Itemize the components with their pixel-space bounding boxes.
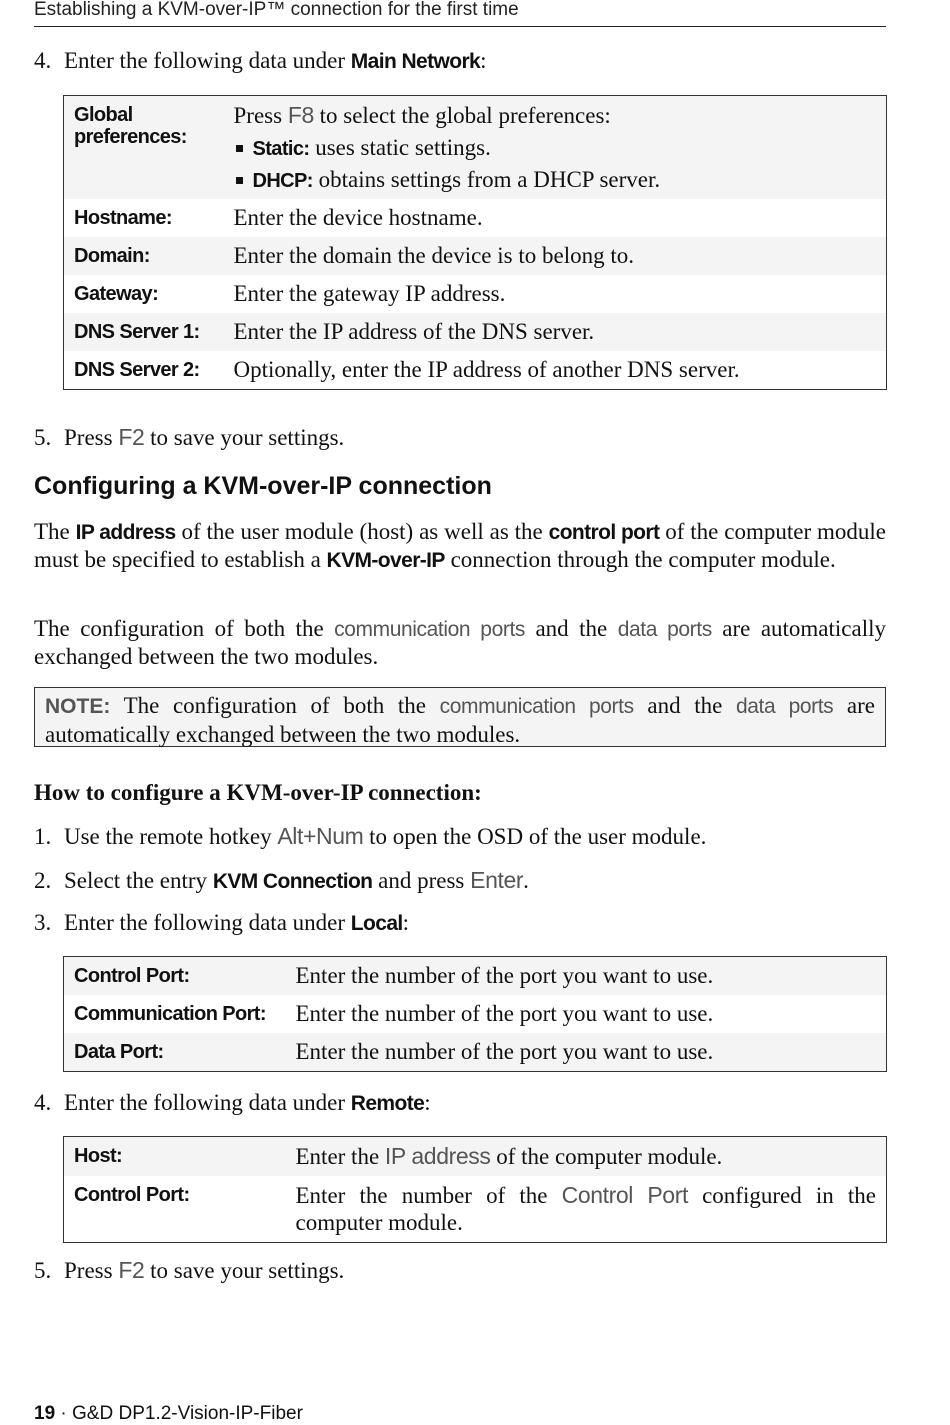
table-row: Control Port: Enter the number of the Control Port configured in the computer module. bbox=[74, 1182, 876, 1235]
step-5-save-remote: 5. Press F2 to save your settings. bbox=[34, 1257, 345, 1283]
bullet-icon bbox=[236, 177, 243, 184]
step-4-remote: 4. Enter the following data under Remote: bbox=[34, 1090, 431, 1115]
list-item: Static: uses static settings. bbox=[234, 135, 877, 161]
f2-key: F2 bbox=[118, 1257, 145, 1283]
header-title: Establishing a KVM-over-IP™ connection for the first time bbox=[34, 0, 519, 20]
remote-table bbox=[63, 1136, 887, 1243]
section-heading: Configuring a KVM-over-IP connection bbox=[34, 472, 492, 500]
f2-key: F2 bbox=[118, 424, 145, 450]
step-2-select-entry: 2. Select the entry KVM Connection and press Enter. bbox=[34, 867, 529, 893]
note-label: NOTE: bbox=[45, 695, 111, 718]
table-row: Domain: Enter the domain the device is to belong to. bbox=[64, 237, 887, 275]
table-row: Control Port: Enter the number of the port you want to use. bbox=[64, 957, 887, 996]
table-row: DNS Server 1: Enter the IP address of the DNS server. bbox=[64, 313, 887, 351]
global-preferences-label: Global preferences: bbox=[64, 96, 224, 200]
main-network-table bbox=[63, 95, 887, 390]
table-row: Hostname: Enter the device hostname. bbox=[74, 205, 483, 230]
table-row: DNS Server 2: Optionally, enter the IP address of another DNS server. bbox=[74, 357, 740, 382]
running-header bbox=[34, 0, 886, 27]
table-row: Global preferences: Press F8 to select the global preferences: Static: uses static settings. DHCP: obtains settings from a DHCP server. bbox=[64, 96, 887, 200]
list-item: DHCP: obtains settings from a DHCP server. bbox=[234, 167, 877, 193]
table-row: Host: Enter the IP address of the computer module. bbox=[64, 1137, 887, 1177]
table-row: Data Port: Enter the number of the port you want to use. bbox=[64, 1033, 887, 1072]
f8-key: F8 bbox=[287, 102, 314, 128]
bullet-icon bbox=[236, 145, 243, 152]
note-box: NOTE: The configuration of both the communication ports and the data ports are automatically exchanged between the two modules. bbox=[34, 687, 886, 747]
table-row: Communication Port: Enter the number of the port you want to use. bbox=[74, 1001, 714, 1026]
local-table bbox=[63, 956, 887, 1072]
howto-heading: How to configure a KVM-over-IP connection: bbox=[34, 780, 482, 805]
ports-paragraph: The configuration of both the communication ports and the data ports are automatically exchanged between the two modules. bbox=[34, 616, 886, 669]
product-name: G&D DP1.2-Vision-IP-Fiber bbox=[72, 1403, 303, 1424]
step-1-hotkey: 1. Use the remote hotkey Alt+Num to open the OSD of the user module. bbox=[34, 823, 707, 849]
alt-num-key: Alt+Num bbox=[277, 823, 364, 849]
step-5-save: 5. Press F2 to save your settings. bbox=[34, 424, 345, 450]
main-network-label: Main Network bbox=[350, 50, 481, 73]
intro-paragraph: The IP address of the user module (host) as well as the control port of the computer module must be specified to establish a KVM-over-IP connection through the computer module. bbox=[34, 519, 886, 572]
page-number: 19 bbox=[34, 1403, 56, 1424]
page-footer: 19 · G&D DP1.2-Vision-IP-Fiber bbox=[34, 1403, 303, 1424]
step-4-main-network: 4. Enter the following data under Main Network: bbox=[34, 48, 487, 73]
step-3-local: 3. Enter the following data under Local: bbox=[34, 910, 410, 935]
table-row: Gateway: Enter the gateway IP address. bbox=[74, 281, 506, 306]
enter-key: Enter bbox=[470, 867, 524, 893]
